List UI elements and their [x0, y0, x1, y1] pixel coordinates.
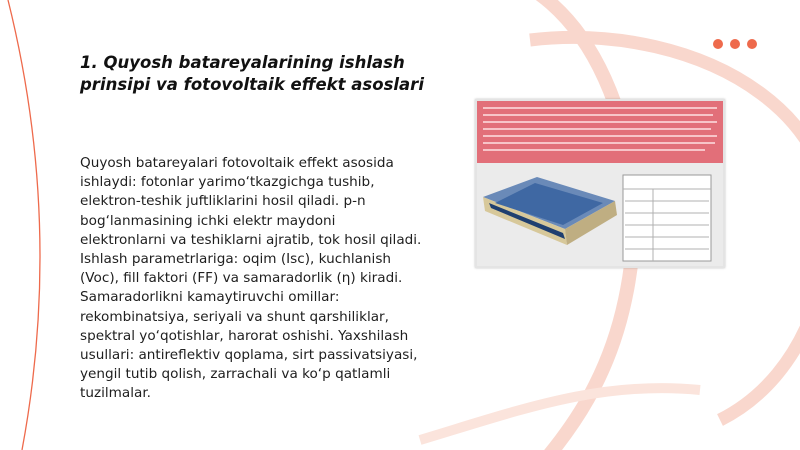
dot: [747, 39, 757, 49]
dot: [713, 39, 723, 49]
slide-body-text: Quyosh batareyalari fotovoltaik effekt asosida ishlaydi: fotonlar yarimo‘tkazgichga tushib, elektron-teshik juftliklarini hosil qiladi. p-n bog‘lanmasining ichki elektr maydoni elektronlarni va teshiklarni ajratib, tok hosil qiladi. Ishlash parametrlariga: oqim (Isc), kuchlanish (Voc), fill faktori (FF) va samaradorlik (η) kiradi. Samaradorlikni kamaytiruvchi omillar: rekombinatsiya, seriyali va shunt qarshiliklar, spektral yo‘qotishlar, harorat oshishi. Yaxshilash usullari: antireflektiv qoplama, sirt passivatsiyasi, yengil tutib qolish, zarrachali va ko‘p qatlamli tuzilmalar.: [80, 155, 422, 402]
dot: [730, 39, 740, 49]
solar-cell-figure: [475, 99, 725, 268]
figure-table: [623, 175, 711, 261]
three-dots-icon: [713, 39, 757, 49]
figure-header-panel: [477, 101, 723, 163]
solar-cell-illustration: [475, 99, 725, 268]
slide-title: 1. Quyosh batareyalarining ishlash prinsipi va fotovoltaik effekt asoslari: [80, 53, 424, 94]
figure-header-text-lines: [483, 108, 717, 150]
